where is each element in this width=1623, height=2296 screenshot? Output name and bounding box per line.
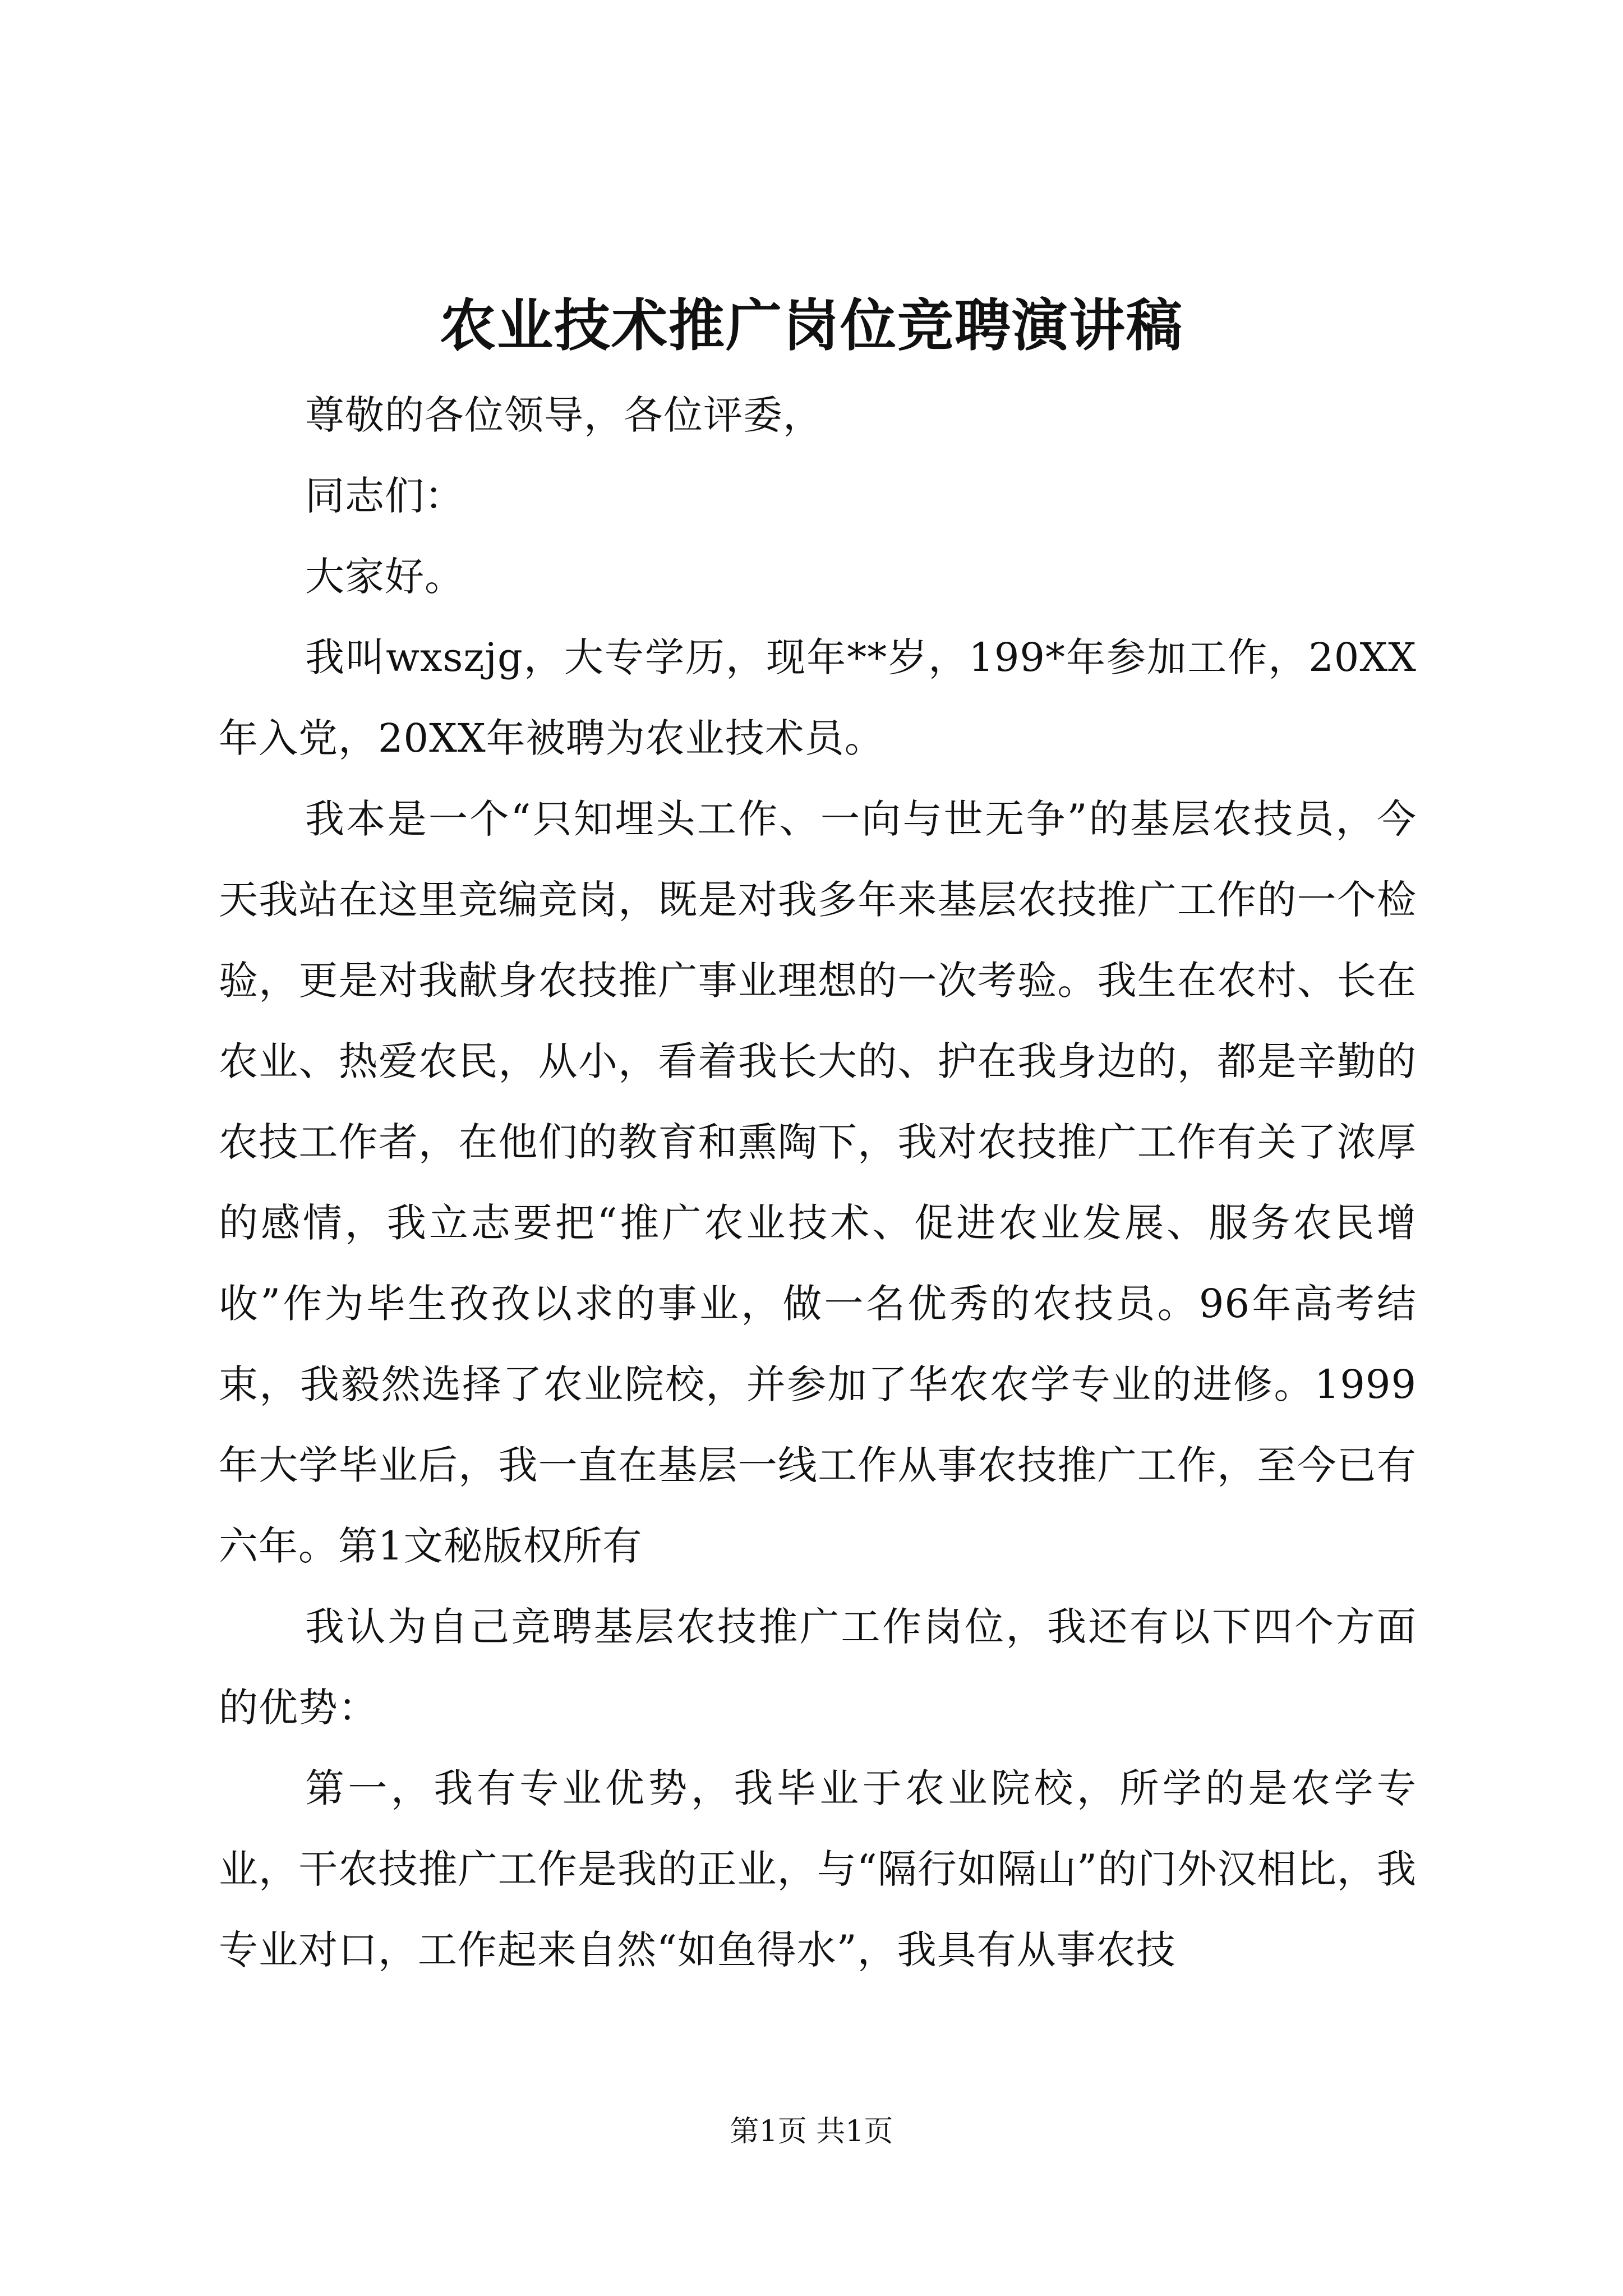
salutation-paragraph: 同志们： [305, 473, 464, 519]
background-paragraph: 我本是一个“只知埋头工作、一向与世无争”的基层农技员，今天我站在这里竞编竞岗，既是对我多年来基层农技推广工作的一个检验，更是对我献身农技推广事业理想的一次考验。我生在农村、长在农业、热爱农民，从小，看着我长大的、护在我身边的，都是辛勤的农技工作者，在他们的教育和熏陶下，我对农技推广工作有关了浓厚的感情，我立志要把“推广农业技术、促进农业发展、服务农民增收”作为毕生孜孜以求的事业，做一名优秀的农技员。96年高考结束，我毅然选择了农业院校，并参加了华农农学专业的进修。1999年大学毕业后，我一直在基层一线工作从事农技推广工作，至今已有六年。第1文秘版权所有 [219, 796, 1417, 1569]
advantages-intro-paragraph: 我认为自己竞聘基层农技推广工作岗位，我还有以下四个方面的优势： [219, 1604, 1417, 1731]
advantage-one-paragraph: 第一，我有专业优势，我毕业于农业院校，所学的是农学专业，干农技推广工作是我的正业，与“隔行如隔山”的门外汉相比，我专业对口，工作起来自然“如鱼得水”，我具有从事农技 [219, 1765, 1417, 1973]
greeting-paragraph: 大家好。 [305, 554, 464, 600]
salutation-paragraph: 尊敬的各位领导，各位评委， [305, 392, 823, 438]
intro-paragraph: 我叫wxszjg，大专学历，现年**岁，199*年参加工作，20XX年入党，20XX年被聘为农业技术员。 [219, 634, 1417, 761]
page-number-footer: 第1页 共1页 [730, 2115, 893, 2148]
document-body [219, 375, 1417, 1990]
document-title: 农业技术推广岗位竞聘演讲稿 [440, 292, 1183, 358]
